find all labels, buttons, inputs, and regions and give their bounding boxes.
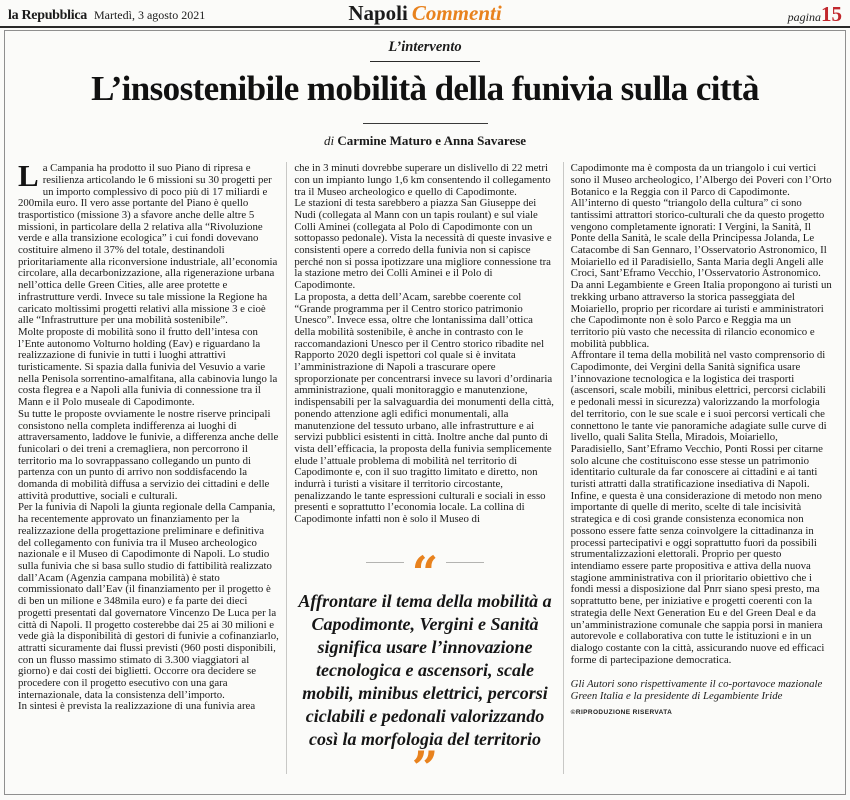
- column-3-paragraphs: [571, 163, 832, 666]
- column-2: [286, 162, 562, 774]
- body-paragraph: Capodimonte ma è composta da un triangolo i cui vertici sono il Museo archeologico, l’Albergo dei Poveri con l’Orto Botanico e la Reggia con il Parco di Capodimonte. All’interno di questo “triangolo della cultura” ci sono tantissimi attrattori storico-culturali che da questo progetto vengono completamente ignorati: I Vergini, la Sanità, Il Ponte della Sanità, le scale della Principessa Jolanda, Le Catacombe di San Gennaro, l’Osservatorio Astronomico, Il Moiariello ed il Paradisiello, Santa Maria degli Angeli alle Croci, Sant’Eframo Vecchio, l’Osservatorio Astronomico. Da anni Legambiente e Green Italia propongono ai turisti un trekking urbano attraverso la storica passeggiata del Moiariello, proprio per ricordare ai turisti e amministratori che Capodimonte non è solo Parco e Reggia ma un territorio più vasto che necessita di rilancio economico e mobilità pubblica.: [570, 162, 832, 350]
- byline: [11, 133, 839, 149]
- article-box: [4, 30, 846, 795]
- body-paragraph: Affrontare il tema della mobilità nel vasto comprensorio di Capodimonte, dei Vergini della Sanità significa usare l’innovazione tecnologica e la logistica dei trasporti (ascensori, scale mobili, minibus elettrici, percorsi ciclabili e pedonali messi in sicurezza) valorizzando la morfologia del territorio, con le sue scale e i suoi percorsi verticali che connettono le tante vie panoramiche adagiate sulle curve di livello, quali Salita Stella, Miradois, Moiariello, Paradisiello, Sant’Eframo Vecchio, Ponti Rossi per citarne solo alcune che costituiscono esse stesse un patrimonio identitario culturale da far conoscere ai cittadini e ai tanti turisti attratti dalla stratificazione insediativa di Napoli.: [570, 349, 827, 491]
- lead-paragraph: [18, 163, 279, 327]
- body-paragraph: La proposta, a detta dell’Acam, sarebbe coerente col “Grande programma per il Centro storico patrimonio Unesco”. Invece essa, oltre che lontanissima dall’ottica della mobilità sostenibile, è anche in contrasto con le raccomandazioni Unesco per il Centro storico ribadite nel Rapporto 2020 degli ispettori col quale si è invitata l’amministrazione di Napoli a trascurare opere sproporzionate per concentrarsi invece su lavori d’ordinaria amministrazione, quali monitoraggio e manutenzione, indispensabili per la salvaguardia dei monumenti della città, ponendo attenzione agli edifici monumentali, alla manutenzione del tessuto urbano, alle infrastrutture e ai servizi pubblici esistenti in città. Inoltre anche dal punto di vista dell’efficacia, la proposta della funivia semplicemente elude l’attuale problema di mobilità nel territorio di Capodimonte e, con il suo tragitto limitato e diretto, non indurrà i turisti a visitare il territorio circostante, penalizzando le tante espressioni culturali e sociali in esso presenti e soprattutto l’economia locale. La collina di Capodimonte infatti non è solo il Museo di: [294, 290, 554, 526]
- quote-dash-right: [446, 562, 484, 563]
- body-paragraph: Infine, e questa è una considerazione di metodo non meno importante di quelle di merito, scelte di tale incisività strategica e di così grande consistenza economica non possono essere fatte senza coinvolgere la cittadinanza in processi partecipativi e oggi soprattutto fuori da possibili strumentalizzazioni elettorali. Proprio per questo intendiamo essere parte propositiva e attiva della nuova stagione amministrativa con il prioritario obiettivo che i fondi messi a disposizione dal Pnrr siano spesi presto, ma soprattutto bene, per iniziative e progetti coerenti con la strategia delle Next Generation Eu e del Green Deal e da un’amministrazione comunale che sappia porsi in maniera autorevole e collaborativa con tutte le istituzioni e in un dialogo costante con la città, assicurando nuove ed efficaci forme di partecipazione democratica.: [570, 489, 825, 666]
- byline-rule: [363, 123, 488, 124]
- section-title: [348, 1, 501, 26]
- article-headline: L’insostenibile mobilità della funivia sulla città: [91, 69, 759, 108]
- issue-date: Martedì, 3 agosto 2021: [93, 8, 206, 22]
- body-paragraph: Molte proposte di mobilità sono il frutto dell’intesa con l’Ente autonomo Volturno holding (Eav) e riguardano la realizzazione di funivie in tutti i luoghi attrattivi turisticamente. Si spazia dalla funivia del Vesuvio a varie nella Penisola sorrentino-amalfitana, alla cabinovia lungo la costa flegrea e a Napoli alla funivia di connessione tra il Mann e il Polo museale di Capodimonte.: [18, 325, 278, 409]
- pull-quote-close-row: [294, 740, 555, 775]
- page-word: pagina: [787, 10, 821, 24]
- masthead: [0, 0, 850, 26]
- authors-note: Gli Autori sono rispettivamente il co-portavoce mazionale Green Italia e la presidente di Legambiente Iride: [570, 678, 823, 703]
- close-quote-icon: ”: [411, 740, 439, 775]
- lead-paragraph-text: a Campania ha prodotto il suo Piano di ripresa e resilienza articolando le 6 missioni su 30 progetti per un importo complessivo di poco più di 17 miliardi e 200mila euro. Il vero asse portante del Piano è quello trasportistico (missione 3) a sfavore anche delle altre 5 missioni, in particolare della 2 relativa alla “Rivoluzione verde e alla transizione ecologica” i cui fondi dovevano costituire almeno il 37% del totale, destinandoli prioritariamente alla riconversione industriale, all’economia circolare, alla decarbonizzazione, alla rigenerazione urbana nell’ottica delle Green Cities, alle aree protette e infrastrutture verdi. Invece su tale missione la Regione ha caricato moltissimi progetti relativi alla missione 3 e cioè alle “Infrastrutture per una mobilità sostenibile”.: [18, 162, 278, 327]
- article-kicker: L’intervento: [388, 39, 462, 55]
- open-quote-icon: “: [411, 545, 439, 600]
- body-paragraph: che in 3 minuti dovrebbe superare un dislivello di 22 metri con un impianto lungo 1,6 km consentendo il collegamento tra il Museo archeologico e quello di Capodimonte.: [294, 162, 551, 198]
- newspaper-brand: la Repubblica: [8, 8, 87, 23]
- copyright-notice: ©RIPRODUZIONE RISERVATA: [570, 708, 673, 716]
- column-2-paragraphs: [294, 163, 555, 526]
- column-1: [11, 162, 286, 774]
- column-1-paragraphs: [18, 327, 279, 713]
- kicker-rule: [370, 61, 480, 62]
- article-columns: [11, 162, 839, 774]
- byline-authors: Carmine Maturo e Anna Savarese: [337, 133, 527, 149]
- quote-dash-left: [366, 562, 404, 563]
- body-paragraph: Su tutte le proposte ovviamente le nostre riserve principali consistono nella completa indifferenza ai luoghi di attraversamento, laddove le funivie, a differenza anche delle funicolari o dei treni a cremagliera, non percorrono il territorio ma lo sovrappassano collegando un punto di partenza con un punto di arrivo non soddisfacendo la domanda di mobilità diffusa a servizio dei cittadini e delle attività produttive, sociali e culturali.: [18, 407, 279, 502]
- masthead-left: [8, 6, 205, 24]
- section-subname: Commenti: [411, 1, 502, 25]
- body-paragraph: In sintesi è prevista la realizzazione di una funivia area: [18, 700, 256, 713]
- drop-cap: L: [18, 162, 39, 194]
- column-3: [563, 162, 839, 774]
- masthead-rule: [0, 26, 850, 28]
- pull-quote-open-row: [294, 545, 555, 600]
- section-name: Napoli: [348, 1, 408, 25]
- byline-prefix: di: [323, 133, 338, 149]
- pull-quote: [294, 546, 555, 774]
- body-paragraph: Le stazioni di testa sarebbero a piazza San Giuseppe dei Nudi (collegata al Mann con un tapis roulant) e sul viale Colli Aminei (collegata al Polo di Capodimonte con un sottopasso pedonale). Vista la necessità di queste invasive e consistenti opere a corredo della funivia non si capisce perché non si possa ipotizzare una migliore connessione tra la stazione metro dei Colli Aminei e il Polo di Capodimonte.: [294, 197, 552, 292]
- pull-quote-text: Affrontare il tema della mobilità a Capodimonte, Vergini e Sanità significa usare l’innovazione tecnologica e ascensori, scale mobili, minibus elettrici, percorsi ciclabili e pedonali valorizzando così la morfologia del territorio: [298, 590, 552, 749]
- page-number-block: [788, 2, 842, 27]
- body-paragraph: Per la funivia di Napoli la giunta regionale della Campania, ha recentemente approvato un finanziamento per la realizzazione della progettazione preliminare e definitiva del collegamento con funivia tra il Museo archeologico nazionale e il Museo di Capodimonte di Napoli. Lo studio sulla funivia che si basa sullo studio di fattibilità realizzato dall’Acam (Agenzia campana mobilità) è stato commissionato dall’Eav (il finanziamento per il progetto è di ben un milione e 348mila euro) e fa parte dei dieci progetti presentati dal governatore Vincenzo De Luca per la città di Napoli. Il progetto costerebbe dai 25 ai 30 milioni e vede già la disponibilità di gestori di funivie a cofinanziarlo, attratti sicuramente dai flussi previsti (960 posti disponibili, con un flusso massimo stimato di 3.300 viaggiatori al giorno) e dai costi dei biglietti. Occorre ora decidere se procedere con il progetto esecutivo con una gara internazionale, data la consistenza dell’importo.: [18, 501, 279, 701]
- page-number: 15: [821, 2, 842, 26]
